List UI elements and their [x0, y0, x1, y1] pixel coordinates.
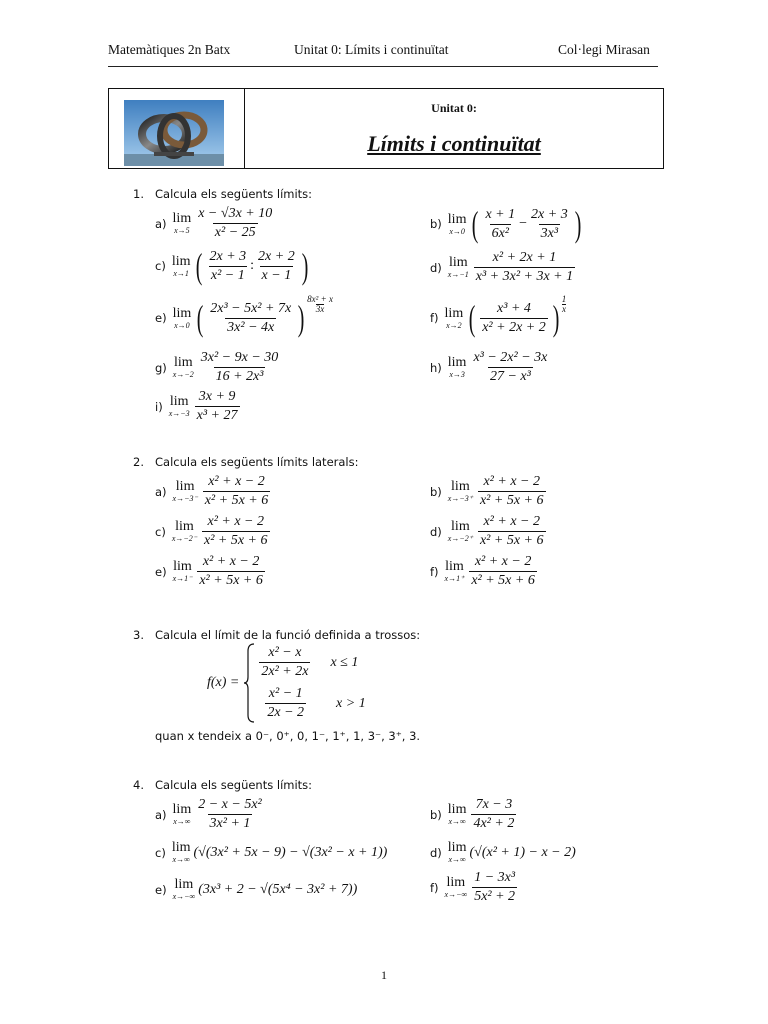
limit-operator [445, 876, 468, 899]
numerator: 7x − 3 [475, 797, 513, 812]
limit-operator [445, 307, 464, 330]
exponent-denominator: 3x [315, 303, 325, 314]
fraction [478, 474, 546, 509]
numerator: 2x + 3 [209, 248, 247, 264]
fraction [196, 206, 274, 241]
lim-word: lim [175, 519, 194, 534]
knot-sculpture-image [124, 100, 224, 166]
limit-operator [173, 212, 192, 235]
lim-word: lim [444, 305, 464, 321]
limit-subscript: x→1 [173, 268, 189, 278]
exercise-label: c) [155, 259, 166, 273]
numerator: 2x + 2 [258, 248, 295, 264]
section-1-heading [133, 187, 312, 201]
denominator: x³ + 3x² + 3x + 1 [475, 269, 574, 284]
numerator: x² + x − 2 [208, 474, 265, 489]
limit-subscript: x→1⁻ [172, 574, 193, 583]
limit-subscript: x→∞ [172, 855, 190, 864]
limit-operator [448, 356, 467, 379]
exercise-label: d) [430, 845, 442, 860]
denominator: x² − 1 [210, 267, 245, 283]
numerator: x² + 2x + 1 [492, 250, 557, 265]
exercise-1f [430, 293, 567, 338]
lim-word: lim [172, 802, 192, 817]
denominator: 2x − 2 [267, 705, 305, 720]
paren-open: ( [472, 204, 479, 244]
denominator: x² + 5x + 6 [203, 533, 268, 548]
limit-subscript: x→5 [174, 226, 190, 235]
limit-subscript: x→∞ [173, 817, 191, 826]
denominator: x² + 5x + 6 [204, 493, 269, 508]
numerator: 2x + 3 [531, 206, 568, 222]
exercise-label: a) [155, 484, 167, 499]
knot-image-cell [109, 89, 245, 168]
exercise-label: b) [430, 807, 442, 822]
header-right: Col·legi Mirasan [558, 42, 650, 57]
fraction [471, 350, 549, 385]
lim-word: lim [445, 559, 464, 574]
exercise-4a [155, 797, 266, 832]
exercise-2e [155, 554, 267, 589]
limit-operator [448, 520, 473, 543]
limit-operator [173, 480, 198, 503]
piece-2 [257, 686, 365, 721]
denominator: 6x² [491, 225, 510, 241]
limit-operator [173, 803, 192, 826]
section-3-heading [133, 628, 420, 642]
exercise-label: c) [155, 524, 166, 539]
exercise-label: d) [430, 260, 442, 275]
lim-word: lim [172, 305, 192, 321]
limit-subscript: x→∞ [448, 817, 466, 826]
piece-1 [257, 645, 365, 680]
expression: (3x³ + 2 − √(5x⁴ − 3x² + 7)) [198, 881, 358, 897]
header-center: Unitat 0: Límits i continuïtat [294, 42, 449, 57]
numerator: 1 − 3x³ [474, 870, 516, 885]
exercise-1c [155, 248, 311, 284]
section-text: Calcula els següents límits: [155, 187, 313, 201]
numerator: x² + x − 2 [207, 514, 265, 529]
exercise-2c [155, 514, 272, 549]
limit-subscript: x→0 [174, 320, 190, 330]
header-rule [108, 66, 658, 67]
limit-operator [172, 841, 191, 864]
lim-word: lim [174, 877, 194, 892]
denominator: 5x² + 2 [474, 889, 516, 904]
numerator: x − √3x + 10 [198, 206, 273, 221]
fraction [195, 389, 240, 424]
approach-points-text: quan x tendeix a 0⁻, 0⁺, 0, 1⁻, 1⁺, 1, 3⁻, 3⁺, 3. [155, 729, 421, 743]
limit-subscript: x→−2⁺ [447, 534, 473, 543]
paren-open: ( [196, 298, 204, 338]
exercise-label: d) [430, 524, 442, 539]
exercise-1a [155, 206, 276, 241]
numerator: x² − 1 [268, 686, 303, 701]
denominator: 2x² + 2x [261, 664, 309, 679]
exercise-1d [430, 250, 577, 285]
exercise-label: f) [430, 564, 439, 579]
limit-operator [448, 803, 467, 826]
fraction [259, 645, 310, 680]
fraction [196, 797, 264, 832]
lim-word: lim [171, 253, 191, 269]
exercise-4c [155, 841, 387, 864]
piece-condition: x ≤ 1 [330, 654, 359, 670]
lim-word: lim [172, 211, 192, 226]
exercise-1g [155, 350, 282, 385]
fraction [202, 514, 270, 549]
exercise-1i [155, 389, 242, 424]
exercise-label: g) [155, 360, 167, 375]
lim-word: lim [173, 355, 193, 370]
exercise-2a [155, 474, 272, 509]
numerator: x² + x − 2 [474, 554, 532, 569]
fraction [207, 249, 248, 284]
fraction [483, 207, 517, 242]
exercise-label: h) [430, 360, 442, 375]
denominator: x² + 5x + 6 [479, 533, 544, 548]
numerator: x² + x − 2 [483, 474, 540, 489]
lim-word: lim [169, 394, 189, 409]
fraction [478, 514, 546, 549]
limit-operator [448, 256, 469, 279]
limit-operator [173, 560, 193, 583]
limit-subscript: x→−∞ [444, 890, 468, 899]
denominator: x² + 5x + 6 [479, 493, 544, 508]
numerator: x³ − 2x² − 3x [473, 350, 548, 365]
exercise-label: e) [155, 311, 167, 325]
denominator: 27 − x³ [489, 369, 531, 384]
exercise-label: f) [430, 311, 439, 325]
page-number: 1 [381, 968, 387, 982]
exercise-2f [430, 554, 539, 589]
denominator: 4x² + 2 [473, 816, 515, 831]
exercise-label: e) [155, 882, 167, 897]
fraction [474, 250, 575, 285]
limit-subscript: x→2 [446, 320, 462, 330]
paren-close: ) [297, 298, 305, 338]
exercise-label: a) [155, 216, 167, 231]
exercise-1e [155, 293, 333, 338]
denominator: 3x³ [540, 225, 559, 241]
page-title [245, 131, 663, 157]
denominator: x − 1 [261, 267, 292, 283]
limit-operator [448, 480, 473, 503]
lim-word: lim [447, 211, 467, 227]
limit-operator [173, 307, 192, 330]
denominator: x³ + 27 [196, 408, 238, 423]
section-number: 4. [133, 778, 144, 792]
numerator: x + 1 [485, 206, 516, 222]
title-box [108, 88, 664, 169]
numerator: 2 − x − 5x² [198, 797, 262, 812]
denominator: x² − 25 [214, 225, 256, 240]
denominator: 16 + 2x³ [215, 369, 264, 384]
exercise-label: f) [430, 880, 439, 895]
exercise-label: e) [155, 564, 167, 579]
limit-operator [448, 841, 467, 864]
limit-subscript: x→−3⁺ [447, 494, 473, 503]
expression: (√(3x² + 5x − 9) − √(3x² − x + 1)) [193, 844, 388, 860]
section-text: Calcula el límit de la funció definida a trossos: [155, 628, 421, 642]
exercise-1b [430, 206, 584, 242]
exercise-label: b) [430, 484, 442, 499]
numerator: 3x² − 9x − 30 [200, 350, 279, 365]
exercise-label: a) [155, 807, 167, 822]
fraction [208, 301, 293, 336]
numerator: x² + x − 2 [202, 554, 260, 569]
numerator: x² + x − 2 [483, 514, 540, 529]
exercise-label: b) [430, 217, 442, 231]
page-title-text: Límits i continuïtat [367, 131, 541, 156]
paren-close: ) [552, 298, 560, 338]
fraction [472, 870, 517, 905]
section-number: 1. [133, 187, 144, 201]
fraction [529, 207, 570, 242]
lim-word: lim [171, 840, 191, 855]
lim-word: lim [175, 479, 195, 494]
limit-operator [173, 878, 196, 901]
limit-operator [172, 520, 197, 543]
lim-word: lim [173, 559, 192, 574]
exponent-denominator: x [562, 303, 566, 314]
exponent-numerator: 1 [561, 293, 567, 304]
piece-list [257, 645, 365, 721]
piecewise-function [207, 643, 366, 723]
fraction [469, 554, 537, 589]
numerator: 3x + 9 [198, 389, 236, 404]
exponent-fraction [307, 295, 333, 314]
piece-condition: x > 1 [336, 695, 366, 711]
section-4-heading [133, 778, 312, 792]
lim-word: lim [447, 355, 467, 370]
section-2-heading [133, 455, 358, 469]
limit-subscript: x→1⁺ [444, 574, 465, 583]
limit-subscript: x→−2⁻ [171, 534, 197, 543]
exercise-label: c) [155, 845, 166, 860]
limit-subscript: x→−3 [168, 409, 190, 418]
lim-word: lim [447, 802, 467, 817]
denominator: x² + 2x + 2 [482, 319, 546, 335]
lim-word: lim [446, 875, 466, 890]
lim-word: lim [447, 840, 467, 855]
exercise-1h [430, 350, 551, 385]
exponent-fraction [562, 295, 567, 314]
denominator: 3x² + 1 [209, 816, 251, 831]
paren-open: ( [196, 246, 203, 286]
section-number: 2. [133, 455, 144, 469]
exercise-4f [430, 870, 519, 905]
exercise-2d [430, 514, 548, 549]
limit-subscript: x→−1 [447, 270, 469, 279]
exercise-4d [430, 841, 576, 864]
limit-subscript: x→−3⁻ [172, 494, 198, 503]
limit-operator [172, 255, 191, 278]
limit-subscript: x→−2 [172, 370, 194, 379]
denominator: x² + 5x + 6 [471, 573, 535, 588]
denominator: x² + 5x + 6 [199, 573, 263, 588]
unit-label: Unitat 0: [431, 101, 477, 115]
limit-operator [445, 560, 465, 583]
limit-subscript: x→0 [449, 226, 465, 236]
minus-sign: − [519, 216, 528, 231]
fraction [265, 686, 306, 721]
fraction [203, 474, 271, 509]
lim-word: lim [451, 519, 470, 534]
section-text: Calcula els següents límits laterals: [155, 455, 359, 469]
limit-subscript: x→−∞ [172, 892, 196, 901]
fraction [256, 249, 297, 284]
exercise-2b [430, 474, 548, 509]
numerator: x³ + 4 [497, 300, 531, 316]
left-brace [243, 643, 255, 723]
paren-close: ) [574, 204, 582, 244]
fraction [471, 797, 516, 832]
section-number: 3. [133, 628, 144, 642]
function-lhs: f(x) = [207, 675, 240, 690]
limit-subscript: x→∞ [448, 855, 466, 864]
fraction [199, 350, 281, 385]
lim-word: lim [451, 479, 470, 494]
limit-operator [173, 356, 194, 379]
lim-word: lim [448, 255, 468, 270]
exercise-4b [430, 797, 518, 832]
exercise-label: i) [155, 399, 163, 414]
division-sign: : [250, 258, 255, 273]
exercise-4e [155, 878, 357, 901]
numerator: x² − x [268, 645, 302, 660]
limit-operator [448, 213, 467, 236]
denominator: 3x² − 4x [227, 319, 275, 335]
limit-subscript: x→3 [449, 370, 465, 379]
header-left: Matemàtiques 2n Batx [108, 42, 231, 57]
exponent-numerator: 8x² + x [307, 293, 333, 304]
numerator: 2x³ − 5x² + 7x [210, 300, 292, 316]
fraction [480, 301, 548, 336]
fraction [197, 554, 265, 589]
section-text: Calcula els següents límits: [155, 778, 313, 792]
paren-open: ( [468, 298, 476, 338]
limit-operator [169, 395, 190, 418]
expression: (√(x² + 1) − x − 2) [469, 844, 576, 860]
paren-close: ) [301, 246, 309, 286]
